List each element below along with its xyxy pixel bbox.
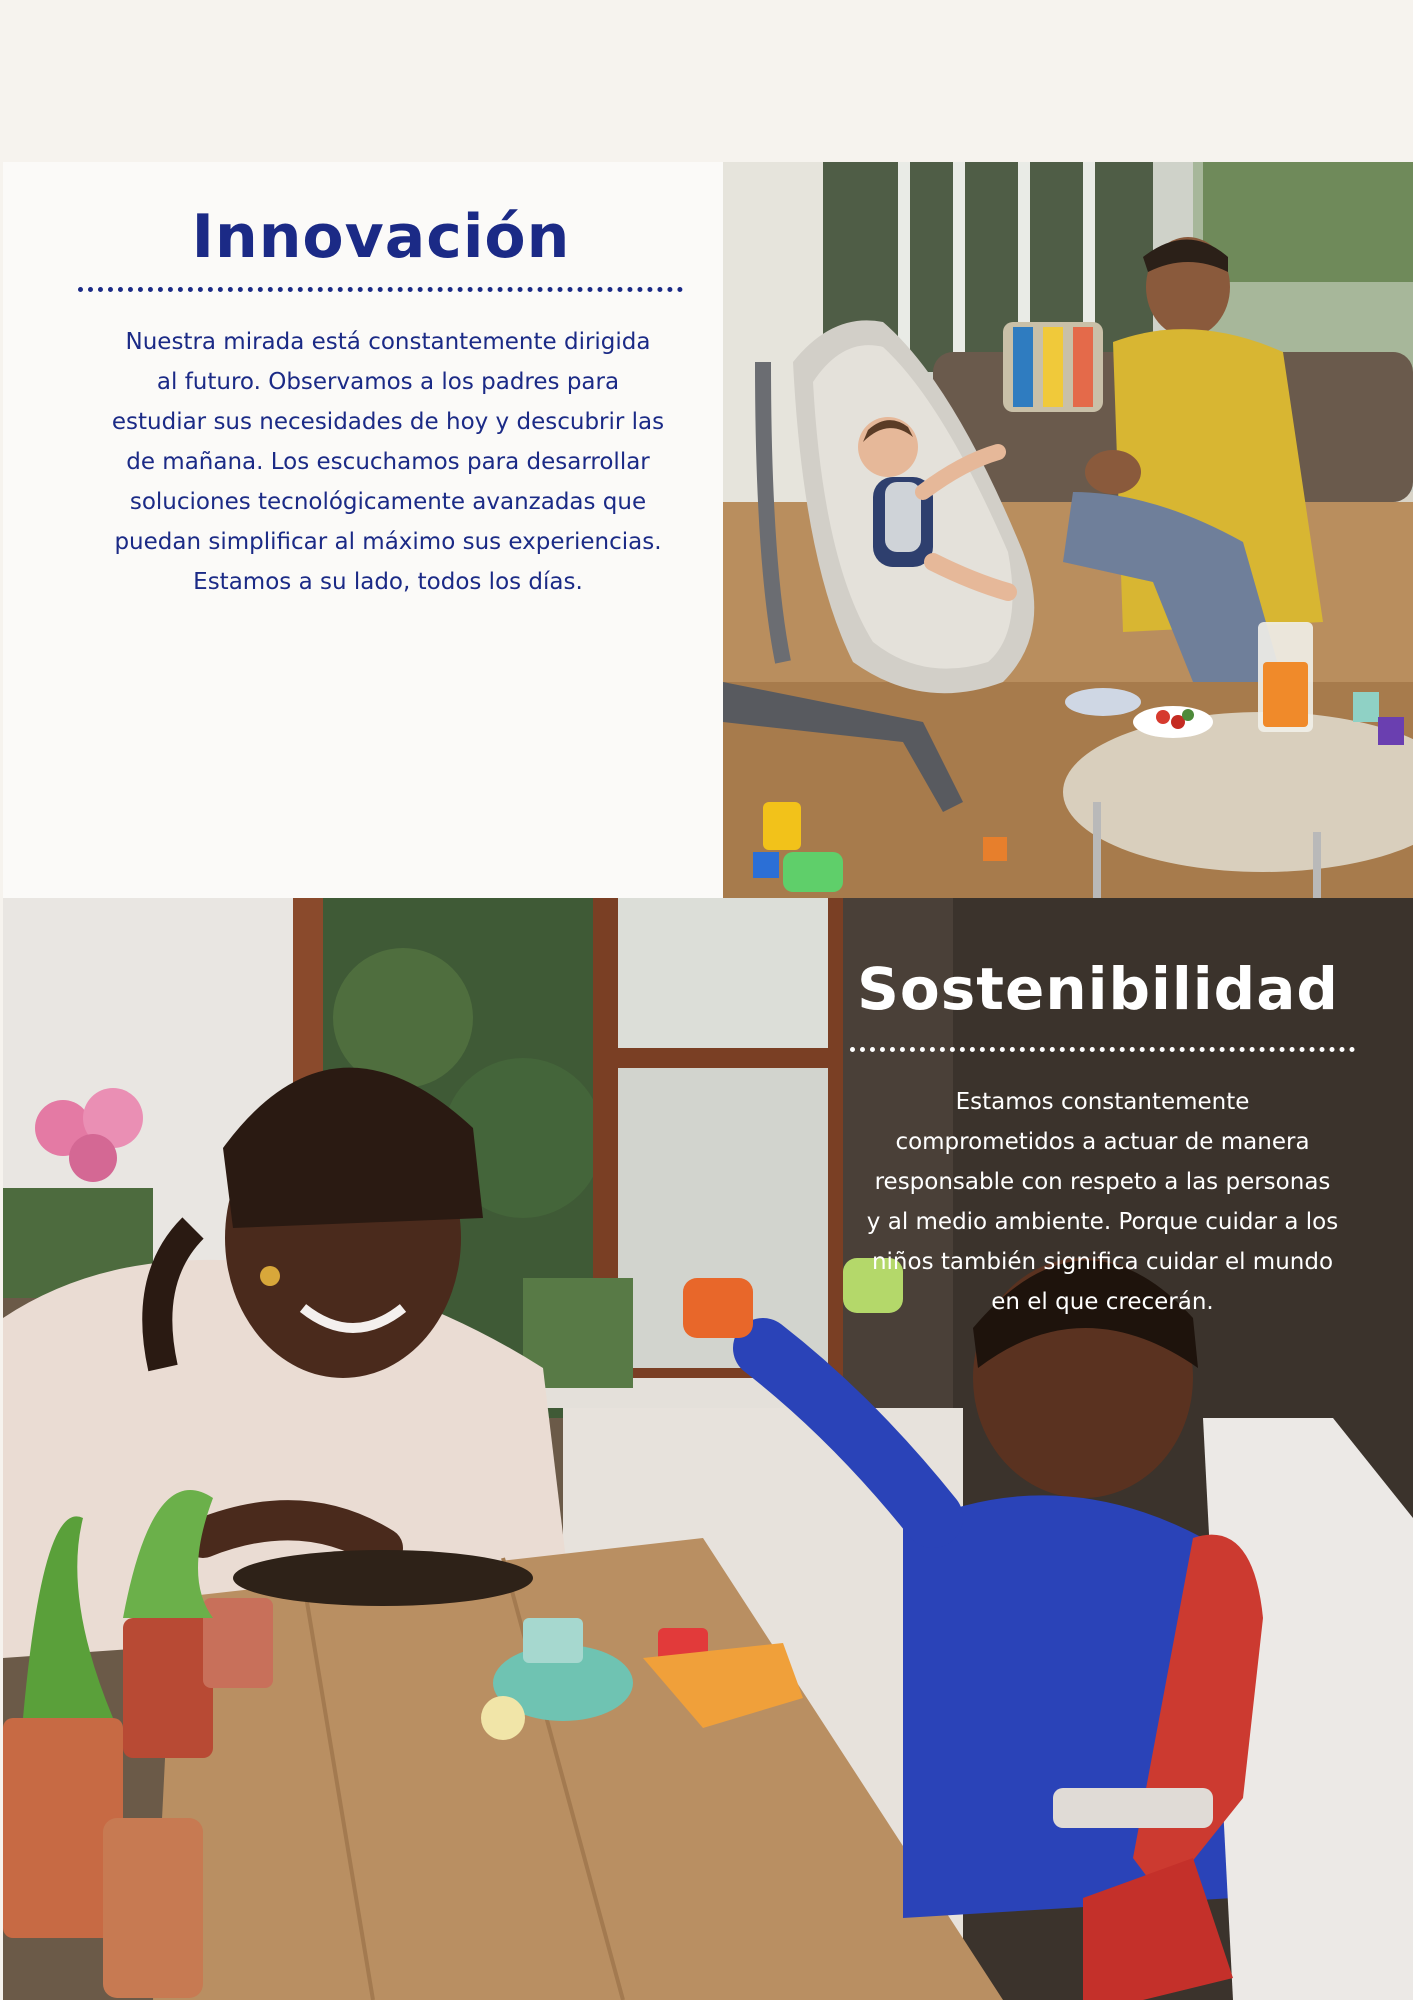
innovacion-line: al futuro. Observamos a los padres para: [156, 369, 620, 395]
sostenibilidad-line: comprometidos a actuar de manera: [895, 1129, 1310, 1155]
sostenibilidad-line: y al medio ambiente. Porque cuidar a los: [866, 1209, 1339, 1235]
innovacion-panel: [3, 162, 723, 898]
innovacion-dotted-divider: [78, 287, 683, 292]
photo-father-illustration: [723, 162, 1413, 898]
innovacion-line: puedan simplificar al máximo sus experiencias.: [114, 529, 662, 555]
photo-garden-illustration: [3, 898, 1413, 2000]
innovacion-line: Nuestra mirada está constantemente dirigida: [125, 329, 651, 355]
innovacion-line: Estamos a su lado, todos los días.: [193, 569, 583, 595]
top-margin: [0, 0, 1413, 162]
sostenibilidad-line: en el que crecerán.: [991, 1289, 1214, 1315]
sostenibilidad-line: niños también significa cuidar el mundo: [871, 1249, 1334, 1275]
innovacion-body: [98, 322, 678, 602]
innovacion-line: estudiar sus necesidades de hoy y descubrir las: [111, 409, 665, 435]
sostenibilidad-body: [845, 1082, 1360, 1322]
innovacion-title: Innovación: [191, 202, 571, 272]
photo-father-baby-bouncer: [723, 162, 1413, 898]
innovacion-line: de mañana. Los escuchamos para desarrollar: [126, 449, 650, 475]
photo-mother-child-gardening: [3, 898, 1413, 2000]
sostenibilidad-title: Sostenibilidad: [857, 955, 1339, 1023]
innovacion-line: soluciones tecnológicamente avanzadas que: [129, 489, 647, 515]
sostenibilidad-line: Estamos constantemente: [955, 1089, 1250, 1115]
sostenibilidad-dotted-divider: [850, 1047, 1355, 1052]
sostenibilidad-line: responsable con respeto a las personas: [874, 1169, 1331, 1195]
